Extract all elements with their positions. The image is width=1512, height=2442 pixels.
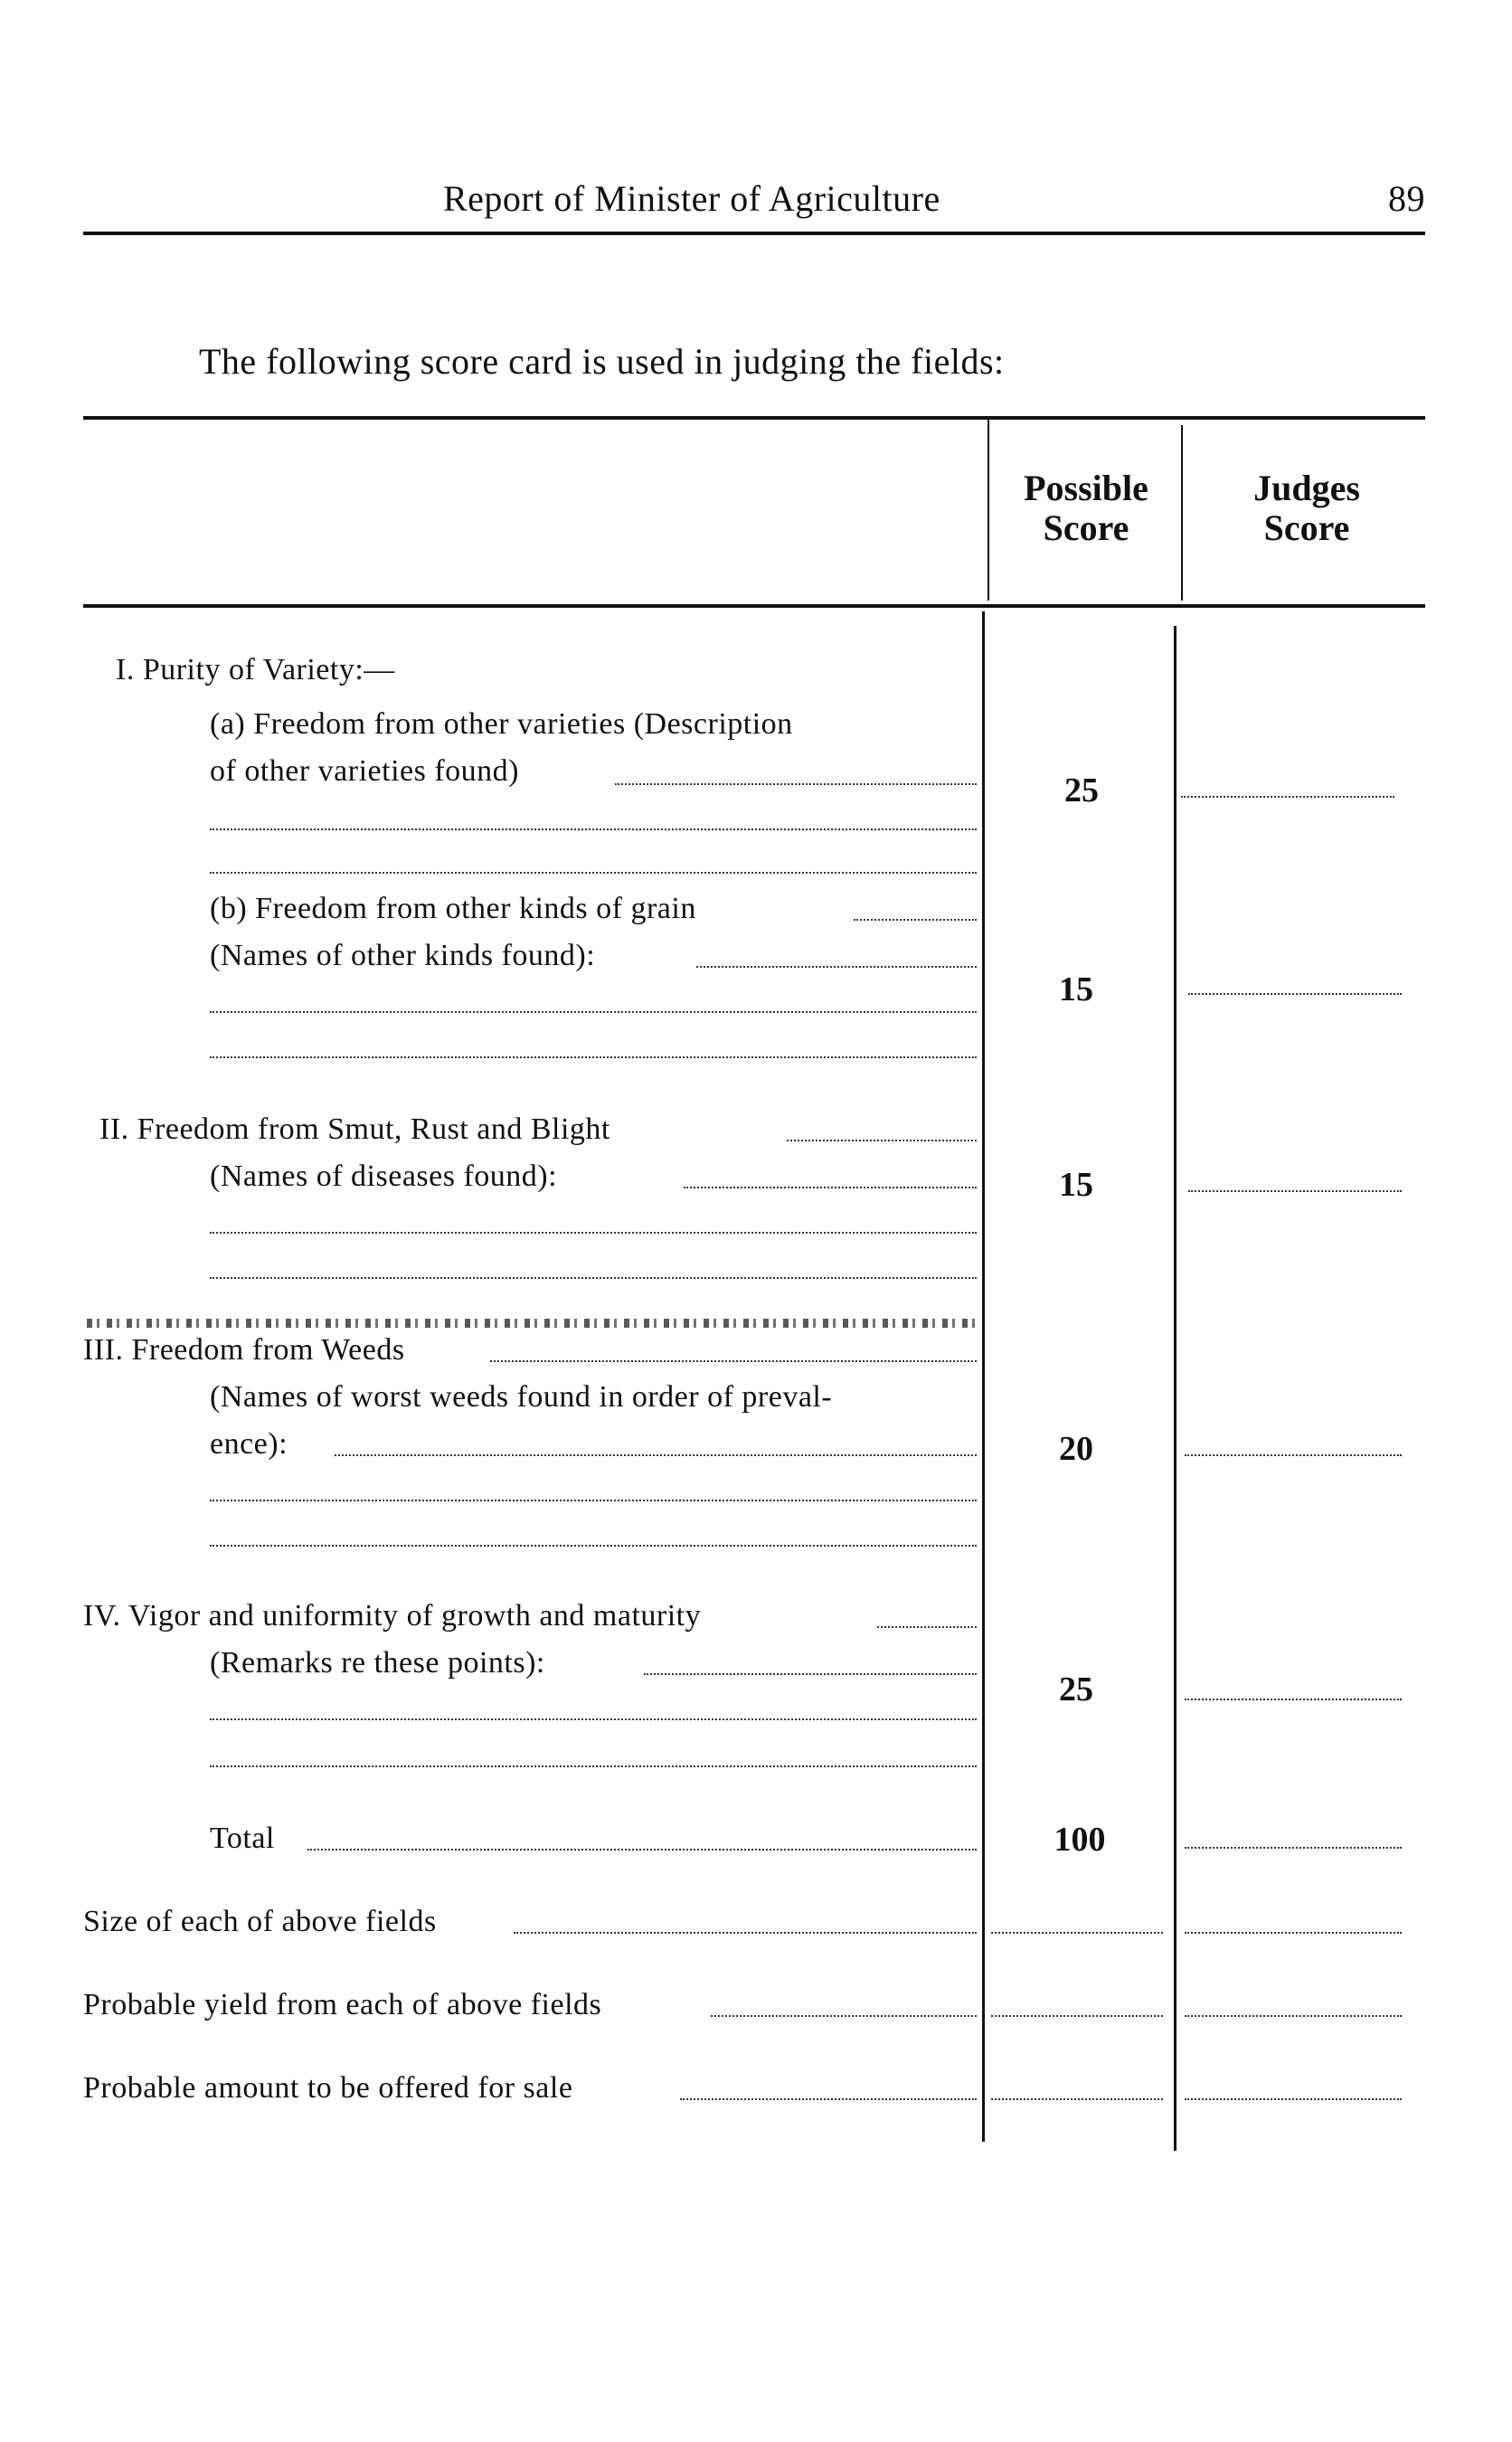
field-size-label: Size of each of above fields (83, 1905, 437, 1938)
blank-line (210, 1011, 977, 1013)
possible-score-1b: 15 (1059, 970, 1093, 1008)
dotted-leader (696, 966, 977, 968)
blank-line (210, 872, 977, 874)
possible-score-heading-line1: Possible (1024, 468, 1148, 508)
amount-for-sale-possible-blank[interactable] (991, 2098, 1163, 2100)
field-size-possible-blank[interactable] (991, 1932, 1163, 1934)
dotted-leader (307, 1849, 977, 1850)
header-rule (83, 232, 1425, 235)
probable-yield-label: Probable yield from each of above fields (83, 1988, 602, 2021)
blank-line (210, 1765, 977, 1767)
dotted-leader (680, 2098, 977, 2100)
judges-score-blank-1b[interactable] (1188, 993, 1402, 995)
dotted-leader (615, 783, 977, 785)
judges-score-blank-2[interactable] (1188, 1190, 1402, 1192)
dotted-leader (854, 919, 977, 921)
amount-for-sale-label: Probable amount to be offered for sale (83, 2071, 573, 2105)
dotted-leader (877, 1626, 977, 1628)
probable-yield-judges-blank[interactable] (1185, 2015, 1402, 2017)
table-header-bottom-rule (83, 604, 1425, 608)
amount-for-sale-judges-blank[interactable] (1185, 2098, 1402, 2100)
total-possible-score: 100 (1054, 1821, 1106, 1859)
possible-score-2: 15 (1059, 1166, 1093, 1204)
print-noise (87, 1319, 977, 1328)
running-header-title: Report of Minister of Agriculture (443, 178, 940, 219)
field-size-judges-blank[interactable] (1185, 1932, 1402, 1934)
section-3-line1: III. Freedom from Weeds (83, 1333, 405, 1367)
possible-score-heading (982, 469, 1190, 548)
possible-score-heading-line2: Score (1043, 507, 1129, 548)
judges-score-heading (1203, 469, 1411, 548)
judges-score-heading-line2: Score (1263, 507, 1350, 548)
blank-line (210, 1500, 977, 1501)
section-1b-line2: (Names of other kinds found): (210, 939, 596, 972)
section-2-line1: II. Freedom from Smut, Rust and Blight (99, 1112, 610, 1146)
judges-score-blank-1a[interactable] (1181, 796, 1394, 798)
section-4-line1: IV. Vigor and uniformity of growth and maturity (83, 1599, 702, 1633)
judges-score-blank-3[interactable] (1185, 1454, 1402, 1456)
blank-line (210, 1232, 977, 1234)
section-3-line2: (Names of worst weeds found in order of preval- (210, 1380, 833, 1414)
possible-score-1a: 25 (1064, 771, 1099, 809)
blank-line (210, 1718, 977, 1720)
judges-total-blank[interactable] (1185, 1847, 1402, 1849)
blank-line (210, 1545, 977, 1547)
page-number: 89 (1388, 178, 1425, 219)
judges-score-blank-4[interactable] (1185, 1699, 1402, 1700)
section-2-line2: (Names of diseases found): (210, 1159, 558, 1193)
blank-line (210, 1056, 977, 1058)
total-label: Total (210, 1822, 275, 1855)
section-1a-line2: of other varieties found) (210, 754, 519, 788)
intro-text: The following score card is used in judging the fields: (199, 341, 1005, 382)
section-4-line2: (Remarks re these points): (210, 1646, 545, 1680)
dotted-leader (711, 2015, 977, 2017)
possible-score-4: 25 (1059, 1671, 1093, 1708)
section-3-line3: ence): (210, 1427, 288, 1461)
dotted-leader (514, 1932, 977, 1934)
section-1b-line1: (b) Freedom from other kinds of grain (210, 892, 696, 925)
possible-score-3: 20 (1059, 1430, 1093, 1468)
section-1a-line1: (a) Freedom from other varieties (Description (210, 707, 793, 741)
dotted-leader (490, 1360, 977, 1362)
dotted-leader (335, 1454, 977, 1456)
column-divider-right (1174, 626, 1177, 2151)
dotted-leader (684, 1187, 977, 1188)
column-divider-left (982, 611, 985, 2142)
section-1-title: I. Purity of Variety:— (116, 653, 395, 686)
blank-line (210, 1277, 977, 1279)
blank-line (210, 828, 977, 830)
judges-score-heading-line1: Judges (1253, 468, 1360, 508)
dotted-leader (787, 1140, 977, 1141)
dotted-leader (644, 1673, 977, 1675)
probable-yield-possible-blank[interactable] (991, 2015, 1163, 2017)
table-top-rule (83, 416, 1425, 420)
